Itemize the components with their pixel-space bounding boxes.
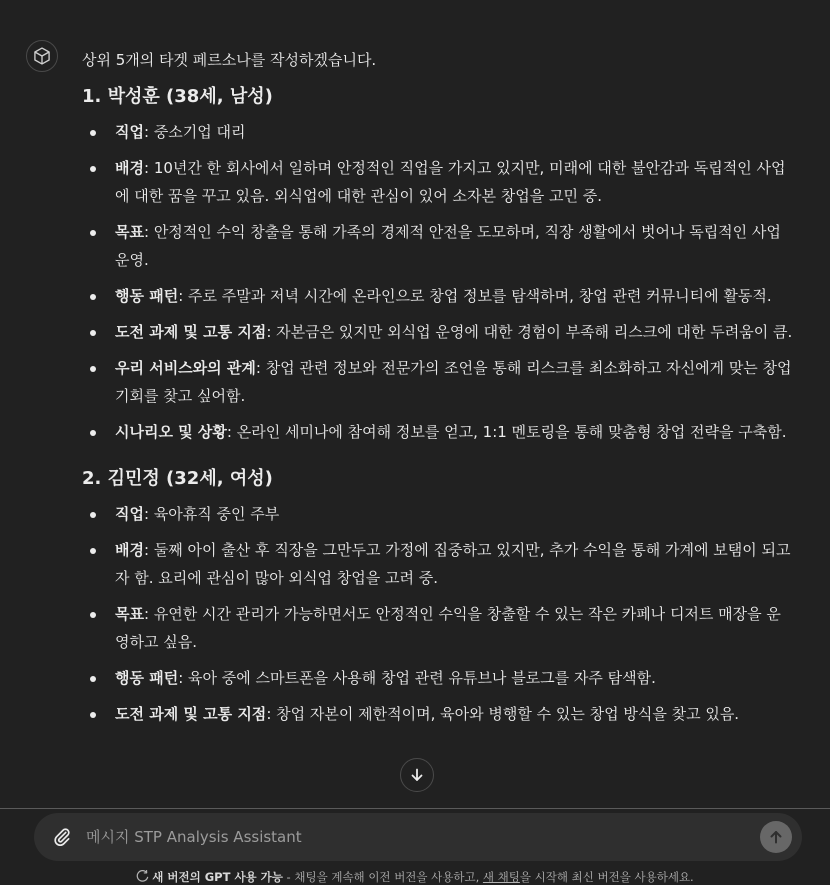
- item-text: 육아 중에 스마트폰을 사용해 창업 관련 유튜브나 블로그를 자주 탐색함.: [188, 669, 656, 687]
- item-label: 목표: [115, 605, 144, 623]
- item-label: 시나리오 및 상황: [115, 423, 227, 441]
- list-item: 우리 서비스와의 관계: 창업 관련 정보와 전문가의 조언을 통해 리스크를 최소화하고 자신에게 맞는 창업 기회를 찾고 싶어함.: [82, 354, 794, 410]
- message-input[interactable]: [86, 813, 746, 861]
- item-label: 직업: [115, 505, 144, 523]
- persona-heading: 2. 김민정 (32세, 여성): [82, 468, 273, 489]
- item-label: 행동 패턴: [115, 669, 179, 687]
- list-item: 직업: 중소기업 대리: [82, 118, 794, 146]
- list-item: 배경: 10년간 한 회사에서 일하며 안정적인 직업을 가지고 있지만, 미래에 대한 불안감과 독립적인 사업에 대한 꿈을 꾸고 있음. 외식업에 대한 관심이 있어 소자본 창업을 고민 중.: [82, 154, 794, 210]
- list-item: 도전 과제 및 고통 지점: 자본금은 있지만 외식업 운영에 대한 경험이 부족해 리스크에 대한 두려움이 큼.: [82, 318, 794, 346]
- notice-text: - 채팅을 계속해 이전 버전을 사용하고,: [282, 870, 483, 884]
- list-item: 목표: 안정적인 수익 창출을 통해 가족의 경제적 안전을 도모하며, 직장 생활에서 벗어나 독립적인 사업 운영.: [82, 218, 794, 274]
- item-label: 배경: [115, 541, 144, 559]
- list-item: 직업: 육아휴직 중인 주부: [82, 500, 794, 528]
- item-label: 도전 과제 및 고통 지점: [115, 323, 267, 341]
- cube-icon: [32, 46, 52, 66]
- new-chat-link[interactable]: 새 채팅: [482, 870, 520, 884]
- item-text: 창업 자본이 제한적이며, 육아와 병행할 수 있는 창업 방식을 찾고 있음.: [276, 705, 740, 723]
- item-label: 목표: [115, 223, 144, 241]
- list-item: 도전 과제 및 고통 지점: 창업 자본이 제한적이며, 육아와 병행할 수 있는 창업 방식을 찾고 있음.: [82, 700, 794, 728]
- item-text: 유연한 시간 관리가 가능하면서도 안정적인 수익을 창출할 수 있는 작은 카페나 디저트 매장을 운영하고 싶음.: [115, 605, 781, 651]
- item-text: 주로 주말과 저녁 시간에 온라인으로 창업 정보를 탐색하며, 창업 관련 커뮤니티에 활동적.: [188, 287, 772, 305]
- persona-list: [82, 118, 794, 446]
- item-label: 도전 과제 및 고통 지점: [115, 705, 267, 723]
- notice-suffix: 을 시작해 최신 버전을 사용하세요.: [519, 870, 694, 884]
- notice-bold: 새 버전의 GPT 사용 가능: [152, 870, 283, 884]
- list-item: 시나리오 및 상황: 온라인 세미나에 참여해 정보를 얻고, 1:1 멘토링을 통해 맞춤형 창업 전략을 구축함.: [82, 418, 794, 446]
- item-text: 안정적인 수익 창출을 통해 가족의 경제적 안전을 도모하며, 직장 생활에서 벗어나 독립적인 사업 운영.: [115, 223, 781, 269]
- item-text: 온라인 세미나에 참여해 정보를 얻고, 1:1 멘토링을 통해 맞춤형 창업 전략을 구축함.: [236, 423, 787, 441]
- message-intro: 상위 5개의 타겟 페르소나를 작성하겠습니다.: [82, 51, 377, 69]
- item-text: 자본금은 있지만 외식업 운영에 대한 경험이 부족해 리스크에 대한 두려움이 큼.: [276, 323, 793, 341]
- item-label: 우리 서비스와의 관계: [115, 359, 256, 377]
- message-composer: [34, 813, 802, 861]
- item-text: 창업 관련 정보와 전문가의 조언을 통해 리스크를 최소화하고 자신에게 맞는 창업 기회를 찾고 싶어함.: [115, 359, 792, 405]
- assistant-avatar: [26, 40, 58, 72]
- arrow-up-icon: [768, 829, 784, 845]
- list-item: 행동 패턴: 주로 주말과 저녁 시간에 온라인으로 창업 정보를 탐색하며, 창업 관련 커뮤니티에 활동적.: [82, 282, 794, 310]
- item-label: 배경: [115, 159, 144, 177]
- list-item: 목표: 유연한 시간 관리가 가능하면서도 안정적인 수익을 창출할 수 있는 작은 카페나 디저트 매장을 운영하고 싶음.: [82, 600, 794, 656]
- new-chat-icon: [136, 870, 149, 883]
- list-item: 배경: 둘째 아이 출산 후 직장을 그만두고 가정에 집중하고 있지만, 추가 수익을 통해 가계에 보탬이 되고자 함. 요리에 관심이 많아 외식업 창업을 고려 중.: [82, 536, 794, 592]
- item-text: 육아휴직 중인 주부: [153, 505, 280, 523]
- assistant-message: [82, 46, 794, 736]
- scroll-fade: [0, 796, 830, 808]
- item-text: 10년간 한 회사에서 일하며 안정적인 직업을 가지고 있지만, 미래에 대한 불안감과 독립적인 사업에 대한 꿈을 꾸고 있음. 외식업에 대한 관심이 있어 소자본 창업을 고민 중.: [115, 159, 786, 205]
- attach-button[interactable]: [50, 825, 74, 849]
- arrow-down-icon: [409, 767, 425, 783]
- send-button[interactable]: [760, 821, 792, 853]
- list-item: 행동 패턴: 육아 중에 스마트폰을 사용해 창업 관련 유튜브나 블로그를 자주 탐색함.: [82, 664, 794, 692]
- composer-area: [0, 809, 830, 885]
- item-text: 둘째 아이 출산 후 직장을 그만두고 가정에 집중하고 있지만, 추가 수익을 통해 가계에 보탬이 되고자 함. 요리에 관심이 많아 외식업 창업을 고려 중.: [115, 541, 791, 587]
- version-notice: [0, 869, 830, 885]
- scroll-to-bottom-button[interactable]: [400, 758, 434, 792]
- item-label: 직업: [115, 123, 144, 141]
- paperclip-icon: [52, 827, 72, 847]
- persona-heading: 1. 박성훈 (38세, 남성): [82, 86, 273, 107]
- item-text: 중소기업 대리: [153, 123, 246, 141]
- item-label: 행동 패턴: [115, 287, 179, 305]
- persona-list: [82, 500, 794, 728]
